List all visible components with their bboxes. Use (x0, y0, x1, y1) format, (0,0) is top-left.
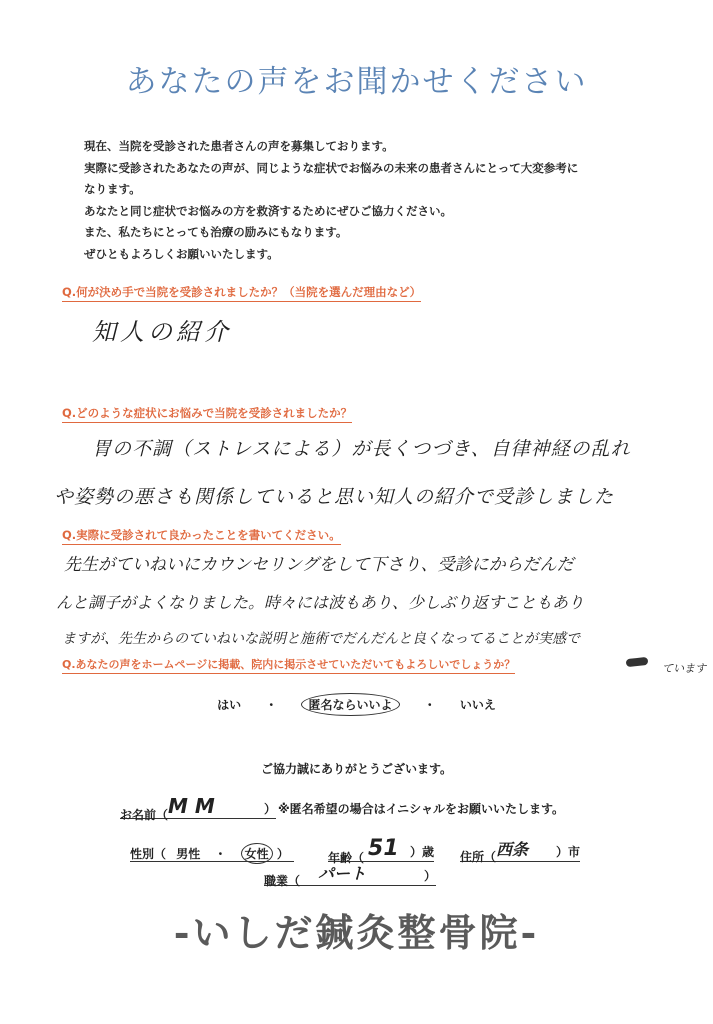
question-symptoms: Q.どのような症状にお悩みで当院を受診されましたか？ (62, 405, 352, 423)
name-note: ※匿名希望の場合はイニシャルをお願いいたします。 (278, 802, 564, 816)
name-close: ） (263, 802, 276, 816)
name-field[interactable] (120, 794, 276, 822)
age-value: 51 (368, 836, 399, 861)
option-separator: ・ (423, 698, 436, 712)
intro-line: あなたと同じ症状でお悩みの方を救済するためにぜひご協力ください。 (84, 203, 452, 218)
name-label: お名前（ (120, 808, 169, 822)
intro-line: また、私たちにとっても治療の励みにもなります。 (84, 225, 348, 239)
sex-separator: ・ (214, 847, 227, 861)
job-label: 職業（ (264, 874, 301, 888)
name-value: M M (168, 794, 215, 818)
age-unit: ）歳 (409, 845, 434, 859)
intro-line: 現在、当院を受診された患者さんの声を募集しております。 (84, 139, 394, 153)
sex-close: ） (276, 847, 289, 861)
question-reason: Q.何が決め手で当院を受診されましたか？（当院を選んだ理由など） (62, 284, 421, 302)
intro-line: ぜひともよろしくお願いいたします。 (84, 246, 279, 261)
question-good-points: Q.実際に受診されて良かったことを書いてください。 (62, 527, 341, 545)
sex-label: 性別（ (130, 847, 167, 861)
answer-reason: 知人の紹介 (92, 318, 232, 346)
address-unit: ）市 (555, 845, 580, 859)
consent-options (0, 693, 713, 716)
answer-good-line4: ています (662, 662, 706, 675)
intro-line: 実際に受診されたあなたの声が、同じような症状でお悩みの未来の患者さんにとって大変参考に (84, 160, 579, 175)
answer-symptoms-line2: や姿勢の悪さも関係していると思い知人の紹介で受診しました (54, 486, 615, 508)
thanks-text: ご協力誠にありがとうございます。 (260, 762, 453, 776)
option-yes[interactable]: はい (217, 698, 242, 712)
sex-male[interactable]: 男性 (176, 847, 201, 861)
option-no[interactable]: いいえ (459, 698, 496, 712)
sex-female[interactable]: 女性 (241, 843, 273, 864)
job-value: パート (318, 864, 367, 883)
page-title: あなたの声をお聞かせください (125, 64, 588, 100)
option-separator: ・ (265, 698, 278, 712)
answer-good-line1: 先生がていねいにカウンセリングをして下さり、受診にからだんだ (64, 555, 574, 575)
clinic-name: -いしだ鍼灸整骨院- (173, 910, 540, 955)
answer-symptoms-line1: 胃の不調（ストレスによる）が長くつづき、自律神経の乱れ (92, 438, 631, 460)
answer-good-line2: んと調子がよくなりました。時々には波もあり、少しぶり返すこともあり (56, 593, 585, 612)
answer-good-line3: ますが、先生からのていねいな説明と施術でだんだんと良くなってることが実感で (62, 631, 580, 647)
intro-line: なります。 (84, 182, 141, 196)
option-anonymous[interactable]: 匿名ならいいよ (301, 693, 399, 716)
job-close: ） (423, 869, 436, 883)
job-field[interactable] (264, 864, 436, 888)
age-label: 年齢（ (328, 851, 365, 865)
age-field[interactable] (328, 836, 434, 865)
scribble-mark (626, 657, 649, 667)
question-consent: Q.あなたの声をホームページに掲載、院内に掲示させていただいてもよろしいでしょうか？ (62, 656, 515, 674)
sex-field[interactable] (130, 843, 294, 862)
address-label: 住所（ (460, 850, 497, 864)
intro-text (84, 136, 644, 265)
address-value: 西条 (496, 840, 529, 859)
address-field[interactable] (460, 840, 580, 864)
